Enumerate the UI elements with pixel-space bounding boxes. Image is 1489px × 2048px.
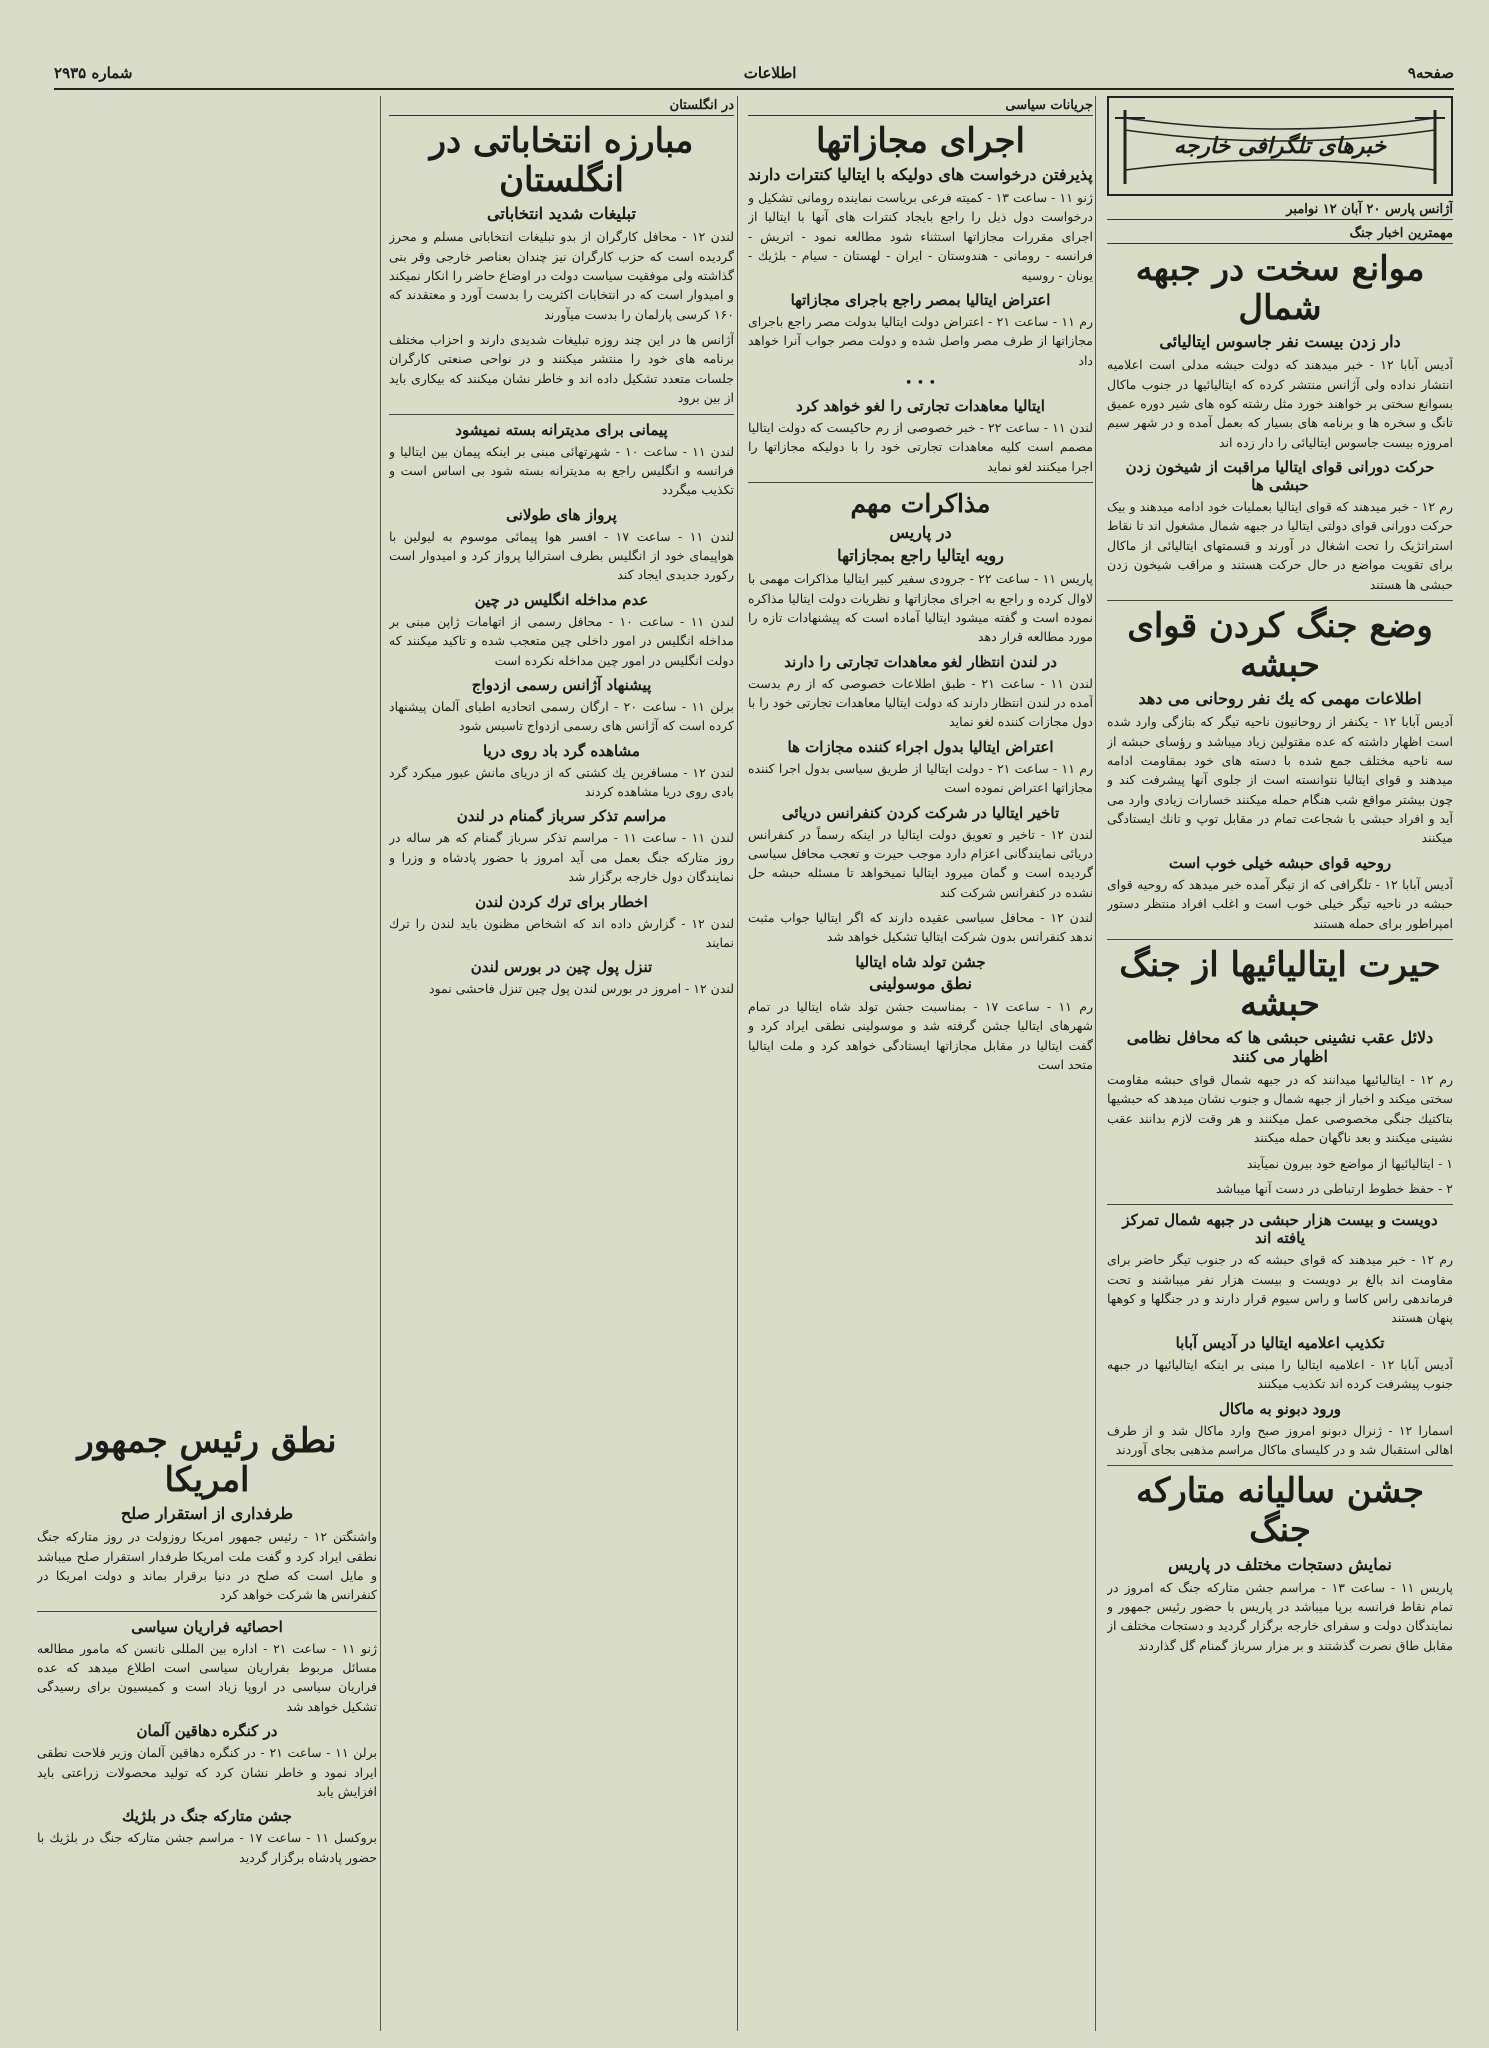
headline: پیمانی برای مدیترانه بسته نمیشود — [455, 420, 668, 439]
article-body: لندن ۱۲ - مسافرین یك کشتی که از دریای مانش عبور میکرد گرد بادی روی دریا مشاهده کردند — [389, 764, 734, 800]
column-rule — [380, 96, 381, 2031]
article-body: آدیس آبابا ۱۲ - خبر میدهند که دولت حبشه مدلی است اعلامیه انتشار نداده ولی آژانس منتشر کرده که ایتالیائیها در جنوب ماکال بسوانع سختی بر خواهند خورد مثل رشته کوه های شیر دوره عمیق تانگ و سخره ها و برنامه های بسیار که بعمل آمده و در شهر سیم امروزه بیست جاسوس ایتالیائی را دار زده اند — [1107, 357, 1453, 450]
headline: در لندن انتظار لغو معاهدات تجارتی را دارند — [784, 652, 1057, 671]
article-body: لندن ۱۱ - ساعت ۲۲ - خبر خصوصی از رم حاکیست که دولت ایتالیا مصمم است کلیه معاهدات تجارتی خود را با دولیکه مجازاتها را اجرا میکنند لغو نماید — [748, 420, 1093, 474]
article-body: برلن ۱۱ - ساعت ۲۱ - در کنگره دهاقین آلمان وزیر فلاحت نطقی ایراد نمود و خاطر نشان کرد که تولید محصولات زراعتی باید افزایش یابد — [37, 1745, 377, 1799]
article-body: لندن ۱۱ - ساعت ۱۰ - محافل رسمی از اتهامات ژاپن مبنی بر مداخله انگلیس در امور داخلی چین متعجب شده و تاکید میکنند که دولت انگلیس در امور چین مداخله نکرده است — [389, 613, 734, 668]
section-label: جریانات سیاسی — [748, 96, 1093, 116]
subheadline: اطلاعات مهمی که یك نفر روحانی می دهد — [1138, 689, 1422, 709]
headline: تکذیب اعلامیه ایتالیا در آدیس آبابا — [1175, 1333, 1385, 1352]
divider — [389, 414, 734, 415]
subheadline: رویه ایتالیا راجع بمجازاتها — [837, 546, 1004, 566]
masthead — [54, 62, 1454, 90]
headline: در کنگره دهاقین آلمان — [136, 1722, 278, 1741]
headline-armistice: جشن سالیانه متارکه جنگ — [1135, 1471, 1425, 1551]
subheadline: تبلیغات شدید انتخاباتی — [487, 204, 636, 224]
headline: حرکت دورانی قوای ایتالیا مراقبت از شیخون زدن حبشی ها — [1125, 458, 1435, 495]
article-body: لندن ۱۲ - گزارش داده اند که اشخاص مظنون باید لندن را ترك نمایند — [389, 915, 734, 950]
headline: روحیه قوای حبشه خیلی خوب است — [1168, 853, 1392, 872]
headline: مراسم تذکر سرباز گمنام در لندن — [456, 807, 667, 826]
headline: اخطار برای ترك کردن لندن — [475, 892, 648, 911]
article-body: لندن ۱۲ - محافل کارگران از بدو تبلیغات انتخاباتی مسلم و محرز گردیده است که حزب کارگران نیز چندان بعناصر خارجی وقر بنی گذاشته ولی موفقیت سیاست دولت در اوضاع حاضر را انکار نمیکند و امیدوار است که در انتخابات اکثریت را بدست آورد و معتقدند که ۱۶۰ کرسی پارلمان را بدست میآورند — [389, 229, 734, 322]
headline: مشاهده گرد باد روی دریا — [483, 741, 640, 760]
headline: تنزل پول چین در بورس لندن — [470, 958, 653, 977]
section-label: مهمترین اخبار جنگ — [1107, 224, 1453, 244]
headline-negotiations: مذاکرات مهم — [850, 489, 991, 519]
divider — [748, 482, 1093, 483]
article-body: لندن ۱۲ - تاخیر و تعویق دولت ایتالیا در اینکه رسماً در کنفرانس دریائی نمایندگانی اعزام دارد موجب حیرت و تعجب محافل سیاسی گردیده است و گمان میرود ایتالیا نمیخواهد تا مسئله حبشه حل نشده در کنفرانس شرکت کند — [748, 826, 1093, 900]
article-body: رم ۱۱ - ساعت ۱۷ - بمناسبت جشن تولد شاه ایتالیا در تمام شهرهای ایتالیا جشن گرفته شد و موسولینی نطقی ایراد کرد و گفت ایتالیا در مقابل مجازاتها ایستادگی خواهد کرد و ملت ایتالیا متحد است — [748, 998, 1093, 1072]
article-body: رم ۱۱ - ساعت ۲۱ - دولت ایتالیا از طریق سیاسی بدول اجرا کننده مجازاتها اعتراض نموده است — [748, 760, 1093, 796]
article-body: آدیس آبابا ۱۲ - تلگرافی که از تیگر آمده خبر میدهد که روحیه قوای حبشه در ناحیه تیگر خیلی خوب است و اغلب افراد منتظر دستور امپراطور برای حمله هستند — [1107, 876, 1453, 931]
article-body: واشنگتن ۱۲ - رئیس جمهور امریکا روزولت در روز متارکه جنگ نطقی ایراد کرد و گفت ملت امریکا طرفدار استقرار صلح میباشد و مایل است که صلح در دنیا برقرار بماند و دولت امریکا در کنفرانس ها شرکت خواهد کرد — [37, 1529, 377, 1603]
headline: پیشنهاد آژانس رسمی ازدواج — [471, 675, 652, 694]
article-body: آدیس آبابا ۱۲ - یکنفر از روحانیون ناحیه تیگر که بتازگی وارد شده است اظهار داشته که عده مقتولین زیاد میباشد و رؤسای حبشه از سه ناحیه مختلف جمع شده با دسته های خود بمقاومت ادامه میدهند و قوای ایتالیا نتوانسته است از جلوی آنها پیشرفت کند و چون بیشتر مواقع شب هنگام حمله میکنند خسارات زیادی وارد می آید و افراد حبشی با شجاعت تمام در مقابل توپ و تانك ایستادگی میکنند — [1107, 714, 1453, 846]
article-body: برلن ۱۱ - ساعت ۲۰ - ارگان رسمی اتحادیه اطبای آلمان پیشنهاد کرده است که آژانس های رسمی ازدواج تاسیس شود — [389, 698, 734, 734]
article-body: ژنو ۱۱ - ساعت ۲۱ - اداره بین المللی نانسن که مامور مطالعه مسائل مربوط بفراریان سیاسی است اطلاع میدهد که عده فراریان سیاسی در اروپا زیاد است و کمیسیون برای رسیدگی تشکیل خواهد شد — [37, 1640, 377, 1714]
article-body: پاریس ۱۱ - ساعت ۱۳ - مراسم جشن متارکه جنگ که امروز در تمام نقاط فرانسه برپا میباشد در پاریس با حضور رئیس جمهور و نمایندگان دولت و سفرای خارجه برگزار گردید و دستجات مختلف از مقابل طاق نصرت گذشتند و بر مزار سرباز گمنام گل گذاردند — [1107, 1579, 1453, 1653]
article-body: لندن ۱۲ - امروز در بورس لندن پول چین تنزل فاحشی نمود — [428, 981, 734, 997]
headline: پرواز های طولانی — [506, 505, 617, 524]
article-body: رم ۱۲ - ایتالیائیها میدانند که در جبهه شمال قوای حبشه مقاومت سختی میکند و اخبار از جبهه شمال و جنوب نشان میدهد که حبشیها بتاکتیك جنگی مخصوصی عمل میکنند و هر وقت لازم بدانند عقب نشینی میکنند و بعد ناگهان حمله میکنند — [1107, 1072, 1453, 1146]
article-body: رم ۱۱ - ساعت ۲۱ - اعتراض دولت ایتالیا بدولت مصر راجع باجرای مجازاتها از طرف مصر واصل شده و دولت مصر جواب آنرا خواهد داد — [748, 313, 1093, 368]
headline-northern-front: موانع سخت در جبهه شمال — [1135, 249, 1425, 329]
article-body: لندن ۱۱ - ساعت ۱۱ - مراسم تذکر سرباز گمنام که هر ساله در روز متارکه جنگ بعمل می آید امروز با حضور پادشاه و وزرا و نمایندگان دول خارجه برگزار شد — [389, 830, 734, 885]
article-body: آژانس ها در این چند روزه تبلیغات شدیدی دارند و احزاب مختلف برنامه های خود را منتشر میکنند و در نواحی صنعتی کارگران جلسات متعدد تشکیل داده اند و خاطر نشان میکنند که بیکاری باید از بین برود — [389, 332, 734, 406]
divider — [1107, 939, 1453, 940]
subheadline: دلائل عقب نشینی حبشی ها که محافل نظامی اظهار می کنند — [1126, 1028, 1434, 1067]
headline: ایتالیا معاهدات تجارتی را لغو خواهد کرد — [796, 397, 1045, 416]
section-label: در انگلستان — [389, 96, 734, 116]
article-body: پاریس ۱۱ - ساعت ۲۲ - جرودی سفیر کبیر ایتالیا مذاکرات مهمی با لاوال کرده و راجع به اجرای مجازاتها و نظریات دولت ایتالیا مذاکره نموده است و گفته میشود ایتالیا آماده است که پیشنهادات تازه را مورد مطالعه قرار دهد — [748, 571, 1093, 645]
article-body: رم ۱۲ - خبر میدهند که قوای ایتالیا بعملیات خود ادامه میدهند و بیک حرکت دورانی قوای دولتی ایتالیا در جبهه شمال مشغول اند تا نقاط استراتژیک را تحت اشغال در آورند و قسمتهای ایتالیائی از ماکال برای تقویت مواضع در حال حرکت هستند و مراقب شیخون زدن حبشی ها هستند — [1107, 499, 1453, 592]
article-body: لندن ۱۱ - ساعت ۱۰ - شهرتهائی مبنی بر اینکه پیمان بین ایتالیا و فرانسه و انگلیس راجع به مدیترانه بسته شود بی اساس است و تکذیب میگردد — [389, 443, 734, 498]
headline: تاخیر ایتالیا در شرکت کردن کنفرانس دریائی — [781, 803, 1060, 822]
headline: ورود دبونو به ماکال — [1218, 1399, 1342, 1418]
list-item: ۱ - ایتالیائیها از مواضع خود بیرون نمیآیند — [1246, 1155, 1453, 1171]
column-england — [389, 96, 734, 2031]
list-item: ۲ - حفظ خطوط ارتباطی در دست آنها میباشد — [1215, 1180, 1453, 1196]
headline-election: مبارزه انتخاباتی در انگلستان — [429, 121, 694, 201]
headline: اعتراض ایتالیا بمصر راجع باجرای مجازاتها — [790, 290, 1051, 309]
page-label: صفحه۹ — [1407, 64, 1454, 82]
divider — [1107, 1204, 1453, 1205]
subheadline: نطق موسولینی — [869, 973, 972, 993]
telegraph-pole-icon — [1115, 100, 1445, 188]
column-rule — [1095, 96, 1096, 2031]
column-rule — [737, 96, 738, 2031]
column-world — [37, 96, 377, 2031]
headline: دویست و بیست هزار حبشی در جبهه شمال تمرکز یافته اند — [1122, 1211, 1438, 1248]
subheadline: پذیرفتن درخواست های دولیکه با ایتالیا کنترات دارند — [748, 165, 1093, 185]
divider — [1107, 600, 1453, 601]
subheadline: نمایش دستجات مختلف در پاریس — [1168, 1554, 1392, 1574]
divider — [37, 1611, 377, 1612]
spacer — [37, 96, 377, 1416]
article-body: لندن ۱۱ - ساعت ۲۱ - طبق اطلاعات خصوصی که از رم بدست آمده در لندن انتظار دارند که دولت ایتالیا معاهدات تجارتی خود را با دول مجازات کننده لغو نماید — [748, 675, 1093, 730]
article-body: رم ۱۲ - خبر میدهند که قوای حبشه که در جنوب تیگر حاضر برای مقاومت اند بالغ بر دویست و بیست هزار نفر میباشند و تحت فرماندهی راس کاسا و راس سیوم قرار دارند و در جنگلها و کوهها پنهان هستند — [1107, 1252, 1453, 1326]
headline: عدم مداخله انگلیس در چین — [474, 590, 649, 609]
paper-name: اطلاعات — [743, 64, 797, 82]
logo-text: خبرهای تلگرافی خارجه — [1173, 133, 1387, 159]
article-body: آدیس آبابا ۱۲ - اعلامیه ایتالیا را مبنی بر اینکه ایتالیائیها در جبهه جنوب پیشرفت کرده اند تکذیب میکنند — [1107, 1356, 1453, 1392]
headline-us-president: نطق رئیس جمهور امریکا — [77, 1421, 337, 1501]
article-body: بروکسل ۱۱ - ساعت ۱۷ - مراسم جشن متارکه جنگ در بلژیك با حضور پادشاه برگزار گردید — [37, 1830, 377, 1865]
agency-line: آژانس پارس ۲۰ آبان ۱۲ نوامبر — [1107, 200, 1453, 220]
headline-italian-surprise: حیرت ایتالیائیها از جنگ حبشه — [1119, 944, 1441, 1024]
article-body: لندن ۱۱ - ساعت ۱۷ - افسر هوا پیمائی موسوم به لیولین با هواپیمای خود از انگلیس بطرف استرالیا پرواز کرد و امیدوار است رکورد جدیدی ایجاد کند — [389, 528, 734, 583]
article-body: اسمارا ۱۲ - ژنرال دبونو امروز صبح وارد ماکال شد و از طرف اهالی استقبال شد و در کلیسای ماکال مراسم مذهبی بجای آوردند — [1107, 1422, 1453, 1457]
foreign-telegraph-logo — [1107, 96, 1453, 196]
article-body: ژنو ۱۱ - ساعت ۱۳ - کمیته فرعی بریاست نماینده رومانی تشکیل و درخواست دول ذیل را راجع بایجاد کنترات های آنها با ایتالیا از اجرای مقررات مجازاتها استثناء شود مطالعه نمود - اتریش - فرانسه - رومانی - هندوستان - ایران - لهستان - سیام - بلژیك - یونان - روسیه — [748, 190, 1093, 283]
issue-number: شماره ۲۹۳۵ — [54, 64, 133, 82]
column-foreign-news — [1107, 96, 1453, 2031]
divider — [1107, 1465, 1453, 1466]
headline-abyssinia-war: وضع جنگ کردن قوای حبشه — [1127, 605, 1433, 686]
subheadline: در پاریس — [889, 523, 952, 543]
headline: اعتراض ایتالیا بدول اجراء کننده مجازات ها — [787, 737, 1054, 756]
headline: جشن متارکه جنگ در بلژیك — [122, 1807, 292, 1826]
headline-sanctions: اجرای مجازاتها — [816, 121, 1025, 161]
headline: احصائیه فراریان سیاسی — [131, 1617, 283, 1636]
subheadline: دار زدن بیست نفر جاسوس ایتالیائی — [1159, 332, 1401, 352]
ornament: • • • — [904, 376, 937, 392]
headline: جشن تولد شاه ایتالیا — [855, 952, 986, 971]
article-body: لندن ۱۲ - محافل سیاسی عقیده دارند که اگر ایتالیا جواب مثبت ندهد کنفرانس بدون شرکت ایتالیا تشکیل خواهد شد — [748, 910, 1093, 945]
subheadline: طرفداری از استقرار صلح — [120, 1504, 294, 1524]
column-political — [748, 96, 1093, 2031]
